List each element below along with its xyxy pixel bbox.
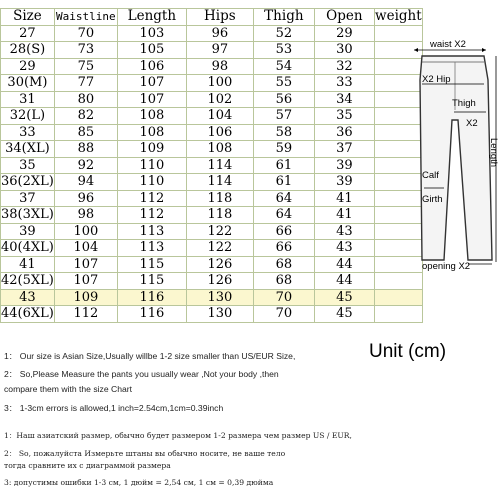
table-cell: 96	[54, 190, 117, 207]
table-cell: 130	[186, 306, 253, 323]
table-cell: 39	[314, 174, 374, 191]
table-cell: 40(4XL)	[1, 240, 54, 256]
table-cell: 82	[54, 108, 117, 125]
waist-label: waist X2	[430, 40, 466, 50]
table-cell: 57	[253, 108, 314, 125]
table-cell: 92	[54, 157, 117, 174]
pants-diagram	[408, 40, 500, 272]
note-en-3: compare them with the size Chart	[4, 384, 133, 394]
table-cell: 39	[1, 223, 55, 240]
table-row	[1, 42, 423, 59]
table-cell: 108	[117, 124, 186, 141]
table-cell: 122	[186, 240, 253, 257]
note-en-2: 2： So,Please Measure the pants you usually wear ,Not your body ,then	[4, 369, 279, 379]
table-cell: 97	[186, 42, 253, 59]
table-cell: 30	[314, 42, 374, 59]
table-cell: 29	[1, 58, 55, 75]
table-cell: 42(5XL)	[1, 273, 54, 289]
table-cell: 54	[253, 58, 314, 75]
header-hips: Hips	[186, 9, 253, 26]
table-cell	[374, 306, 422, 323]
table-cell: 73	[54, 42, 117, 59]
table-cell: 104	[186, 108, 253, 125]
table-cell: 113	[117, 223, 186, 240]
table-cell: 27	[1, 25, 55, 42]
table-cell: 88	[54, 141, 117, 158]
table-cell: 68	[253, 273, 314, 290]
hip-label: X2 Hip	[422, 74, 451, 85]
table-row	[1, 174, 423, 191]
header-length: Length	[117, 9, 186, 26]
table-row	[1, 91, 423, 108]
table-row	[1, 207, 423, 224]
table-cell: 59	[253, 141, 314, 158]
table-cell: 85	[54, 124, 117, 141]
table-cell: 80	[54, 91, 117, 108]
table-cell: 32	[314, 58, 374, 75]
table-cell: 122	[186, 223, 253, 240]
note-en-4: 3： 1-3cm errors is allowed,1 inch=2.54cm,1cm=0.39inch	[4, 403, 224, 413]
table-cell: 28(S)	[1, 42, 55, 59]
table-cell: 45	[314, 306, 374, 323]
table-row	[1, 25, 423, 42]
header-size: Size	[1, 9, 55, 26]
table-cell: 43	[1, 289, 55, 306]
table-cell: 109	[54, 289, 117, 306]
header-open: Open	[314, 9, 374, 26]
table-cell: 44(6XL)	[1, 306, 54, 322]
table-cell: 104	[54, 240, 117, 257]
table-cell: 118	[186, 207, 253, 224]
table-cell: 98	[186, 58, 253, 75]
table-row	[1, 289, 423, 306]
table-cell: 102	[186, 91, 253, 108]
table-row	[1, 190, 423, 207]
table-cell: 77	[54, 75, 117, 92]
table-cell: 126	[186, 256, 253, 273]
table-row	[1, 124, 423, 141]
note-ru-3: тогда сравните их с диаграммой размера	[4, 461, 171, 470]
table-cell: 41	[1, 256, 55, 273]
table-cell: 35	[314, 108, 374, 125]
table-cell: 116	[117, 289, 186, 306]
table-cell: 55	[253, 75, 314, 92]
note-ru-2: 2： So, пожалуйста Измерьте штаны вы обычно носите, не ваше тело	[4, 449, 286, 458]
table-cell: 106	[117, 58, 186, 75]
table-cell: 68	[253, 256, 314, 273]
table-row	[1, 108, 423, 125]
table-cell: 130	[186, 289, 253, 306]
table-cell: 108	[186, 141, 253, 158]
table-cell: 116	[117, 306, 186, 323]
table-cell: 115	[117, 256, 186, 273]
table-cell: 114	[186, 174, 253, 191]
table-row	[1, 157, 423, 174]
table-cell	[374, 273, 422, 290]
table-cell: 70	[253, 306, 314, 323]
table-cell: 37	[1, 190, 55, 207]
table-cell: 39	[314, 157, 374, 174]
table-cell: 66	[253, 223, 314, 240]
table-cell: 52	[253, 25, 314, 42]
table-row	[1, 256, 423, 273]
table-cell: 43	[314, 223, 374, 240]
note-ru-1: 1：Наш азиатский размер, обычно будет размером 1-2 размера чем размер US / EUR,	[4, 431, 352, 440]
table-cell	[374, 289, 422, 306]
opening-label: opening X2	[422, 261, 471, 272]
table-header-row	[1, 9, 423, 26]
table-cell: 96	[186, 25, 253, 42]
table-cell: 43	[314, 240, 374, 257]
table-cell: 33	[314, 75, 374, 92]
table-cell: 29	[314, 25, 374, 42]
table-cell: 70	[54, 25, 117, 42]
table-cell: 112	[117, 207, 186, 224]
table-row	[1, 58, 423, 75]
table-cell: 31	[1, 91, 55, 108]
table-cell: 107	[117, 91, 186, 108]
table-cell: 70	[253, 289, 314, 306]
table-row	[1, 141, 423, 158]
table-cell: 38(3XL)	[1, 207, 54, 223]
table-row	[1, 75, 423, 92]
table-row	[1, 223, 423, 240]
table-cell: 118	[186, 190, 253, 207]
table-cell: 33	[1, 124, 55, 141]
table-cell: 36(2XL)	[1, 174, 54, 190]
note-ru-4: 3: допустимы ошибки 1-3 см, 1 дюйм = 2,54 см, 1 см = 0,39 дюйма	[4, 478, 274, 487]
table-cell: 107	[117, 75, 186, 92]
table-cell: 107	[54, 273, 117, 290]
header-weight: weight	[375, 8, 422, 25]
table-cell: 109	[117, 141, 186, 158]
table-row	[1, 306, 423, 323]
table-cell: 41	[314, 207, 374, 224]
table-cell: 44	[314, 256, 374, 273]
table-cell: 45	[314, 289, 374, 306]
table-cell: 36	[314, 124, 374, 141]
table-cell: 112	[117, 190, 186, 207]
table-cell: 34(XL)	[1, 141, 55, 158]
thigh-label: Thigh	[452, 98, 476, 109]
table-cell: 75	[54, 58, 117, 75]
table-cell: 58	[253, 124, 314, 141]
table-cell: 103	[117, 25, 186, 42]
table-cell: 112	[54, 306, 117, 323]
table-cell: 44	[314, 273, 374, 290]
header-thigh: Thigh	[253, 9, 314, 26]
table-cell: 126	[186, 273, 253, 290]
table-row	[1, 273, 423, 290]
table-cell: 94	[54, 174, 117, 191]
table-cell: 37	[314, 141, 374, 158]
table-cell: 110	[117, 157, 186, 174]
table-cell: 100	[186, 75, 253, 92]
calf-label: Calf	[422, 170, 439, 181]
table-cell: 30(M)	[1, 75, 55, 92]
note-en-1: 1： Our size is Asian Size,Usually willbe 1-2 size smaller than US/EUR Size,	[4, 351, 296, 361]
girth-label: Girth	[422, 194, 443, 205]
table-cell: 100	[54, 223, 117, 240]
table-row	[1, 240, 423, 257]
table-cell: 32(L)	[1, 108, 55, 125]
table-cell: 113	[117, 240, 186, 257]
table-cell: 61	[253, 174, 314, 191]
thigh-x2-label: X2	[466, 118, 478, 129]
table-cell: 35	[1, 157, 55, 174]
table-cell: 110	[117, 174, 186, 191]
table-cell: 114	[186, 157, 253, 174]
table-cell: 64	[253, 190, 314, 207]
size-table	[0, 8, 423, 323]
table-cell: 115	[117, 273, 186, 290]
table-cell: 56	[253, 91, 314, 108]
table-cell: 108	[117, 108, 186, 125]
table-cell: 106	[186, 124, 253, 141]
table-cell: 98	[54, 207, 117, 224]
header-waistline: Waistline	[56, 10, 116, 24]
table-cell: 53	[253, 42, 314, 59]
table-cell: 41	[314, 190, 374, 207]
table-cell: 105	[117, 42, 186, 59]
table-cell: 61	[253, 157, 314, 174]
length-label: Length	[488, 138, 499, 168]
table-cell: 66	[253, 240, 314, 257]
table-cell: 64	[253, 207, 314, 224]
unit-label: Unit (cm)	[369, 341, 447, 362]
table-cell: 34	[314, 91, 374, 108]
table-cell: 107	[54, 256, 117, 273]
pants-outline	[420, 56, 492, 260]
